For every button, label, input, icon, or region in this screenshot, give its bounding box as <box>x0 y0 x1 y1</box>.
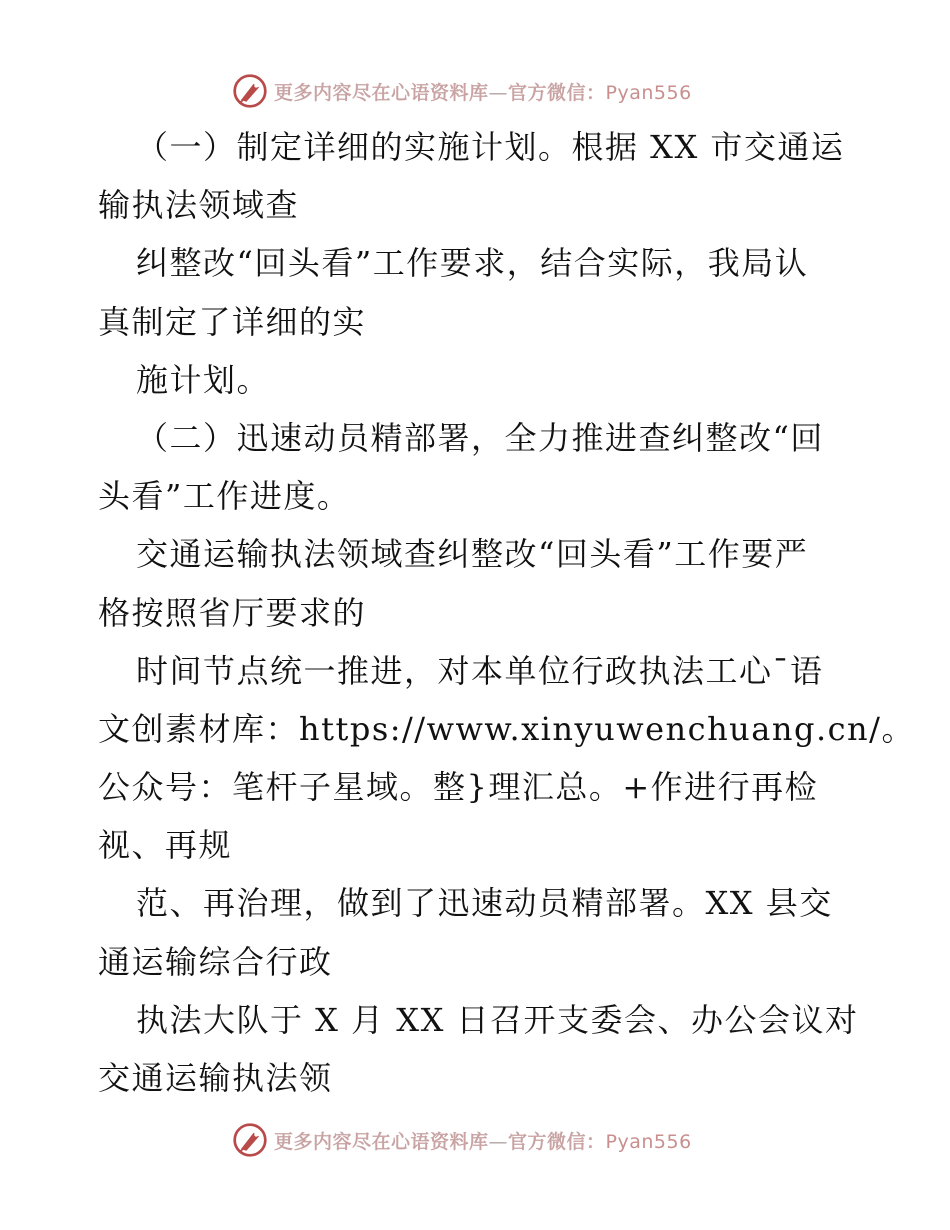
text-line: 范、再治理，做到了迅速动员精部署。XX 县交 <box>136 884 833 923</box>
text-line: 时间节点统一推进，对本单位行政执法工心¯语 <box>136 651 824 690</box>
watermark-text: 更多内容尽在心语资料库—官方微信：Pyan556 <box>274 81 692 104</box>
header-watermark <box>232 71 692 111</box>
text-line: 头看”工作进度。 <box>98 477 351 516</box>
footer-watermark <box>232 1120 692 1160</box>
pen-nib-logo-icon <box>232 73 268 109</box>
text-line: 执法大队于 X 月 XX 日召开支委会、办公会议对 <box>136 1000 859 1039</box>
text-line: 文创素材库：https://www.xinyuwenchuang.cn/。 <box>98 709 915 748</box>
text-line: 格按照省厅要求的 <box>98 593 367 632</box>
text-line: 视、再规 <box>98 826 233 865</box>
text-line: 交通运输执法领 <box>98 1059 333 1097</box>
watermark-text: 更多内容尽在心语资料库—官方微信：Pyan556 <box>274 1130 692 1153</box>
text-line: 真制定了详细的实 <box>98 302 367 341</box>
text-line: 输执法领域查 <box>98 186 300 225</box>
text-line: 施计划。 <box>136 360 271 399</box>
text-line: 通运输综合行政 <box>98 942 333 981</box>
text-line: （二）迅速动员精部署，全力推进查纠整改“回 <box>136 418 824 457</box>
pen-nib-logo-icon <box>232 1122 268 1158</box>
text-line: 交通运输执法领域查纠整改“回头看”工作要严 <box>136 535 809 574</box>
text-line: 纠整改“回头看”工作要求，结合实际，我局认 <box>136 244 809 283</box>
text-line: （一）制定详细的实施计划。根据 XX 市交通运 <box>136 128 845 166</box>
document-body <box>98 118 915 1107</box>
text-line: 公众号：笔杆子星域。整}理汇总。+作进行再检 <box>98 768 819 807</box>
